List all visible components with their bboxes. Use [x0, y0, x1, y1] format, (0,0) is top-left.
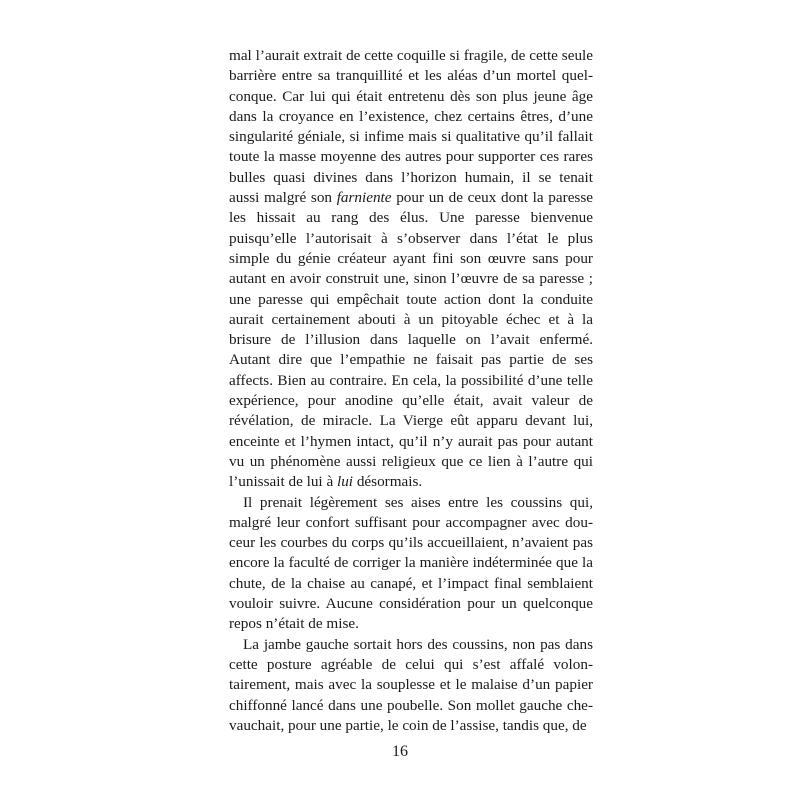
italic-text: lui: [336, 473, 354, 491]
paragraph-text: pour un de ceux dont la paresse les hissait au rang des élus. Une paresse bienvenue puisqu’elle l’autorisait à s’observer dans l’état le plus simple du génie créateur ayant fini son œuvre sans pour autant en avoir construit une, sinon l’œuvre de sa paresse ; une paresse qui empêchait toute action dont la conduite aurait certainement abouti à un pitoyable échec et à la brisure de l’illusion dans laquelle on l’avait enfermé. Autant dire que l’empathie ne faisait pas partie de ses affects. Bien au contraire. En cela, la possibilité d’une telle expérience, pour anodine qu’elle était, avait valeur de révélation, de miracle. La Vierge eût apparu devant lui, enceinte et l’hymen intact, qu’il n’y aurait pas pour autant vu un phénomène aussi religieux que ce lien à l’autre qui l’unissait de lui à: [229, 189, 593, 491]
body-text: [229, 46, 593, 736]
italic-text: farniente: [336, 189, 392, 207]
paragraph-text: mal l’aurait extrait de cette coquille si fragile, de cette seule barrière entre sa tranquillité et les aléas d’un mortel quelconque. Car lui qui était entretenu dès son plus jeune âge dans la croyance en l’existence, chez certains êtres, d’une singularité géniale, si infime mais si qualitative qu’il fallait toute la masse moyenne des autres pour supporter ces rares bulles quasi divines dans l’horizon humain, il se tenait aussi malgré son: [229, 47, 593, 207]
page-number: 16: [392, 743, 408, 760]
paragraph-text: désormais.: [353, 473, 423, 491]
paragraph: [229, 46, 593, 493]
paragraph: [229, 493, 593, 635]
paragraph: [229, 635, 593, 736]
paragraph-text: Il prenait légèrement ses aises entre les coussins qui, malgré leur confort suffisant pour accompagner avec douceur les courbes du corps qu’ils accueillaient, n’avaient pas encore la faculté de corriger la manière indéterminée que la chute, de la chaise au canapé, et l’impact final semblaient vouloir suivre. Aucune considération pour un quelconque repos n’était de mise.: [229, 493, 593, 633]
paragraph-text: La jambe gauche sortait hors des coussins, non pas dans cette posture agréable de celui qui s’est affalé volontairement, mais avec la souplesse et le malaise d’un papier chiffonné lancé dans une poubelle. Son mollet gauche chevauchait, pour une partie, le coin de l’assise, tandis que, de: [229, 635, 593, 734]
